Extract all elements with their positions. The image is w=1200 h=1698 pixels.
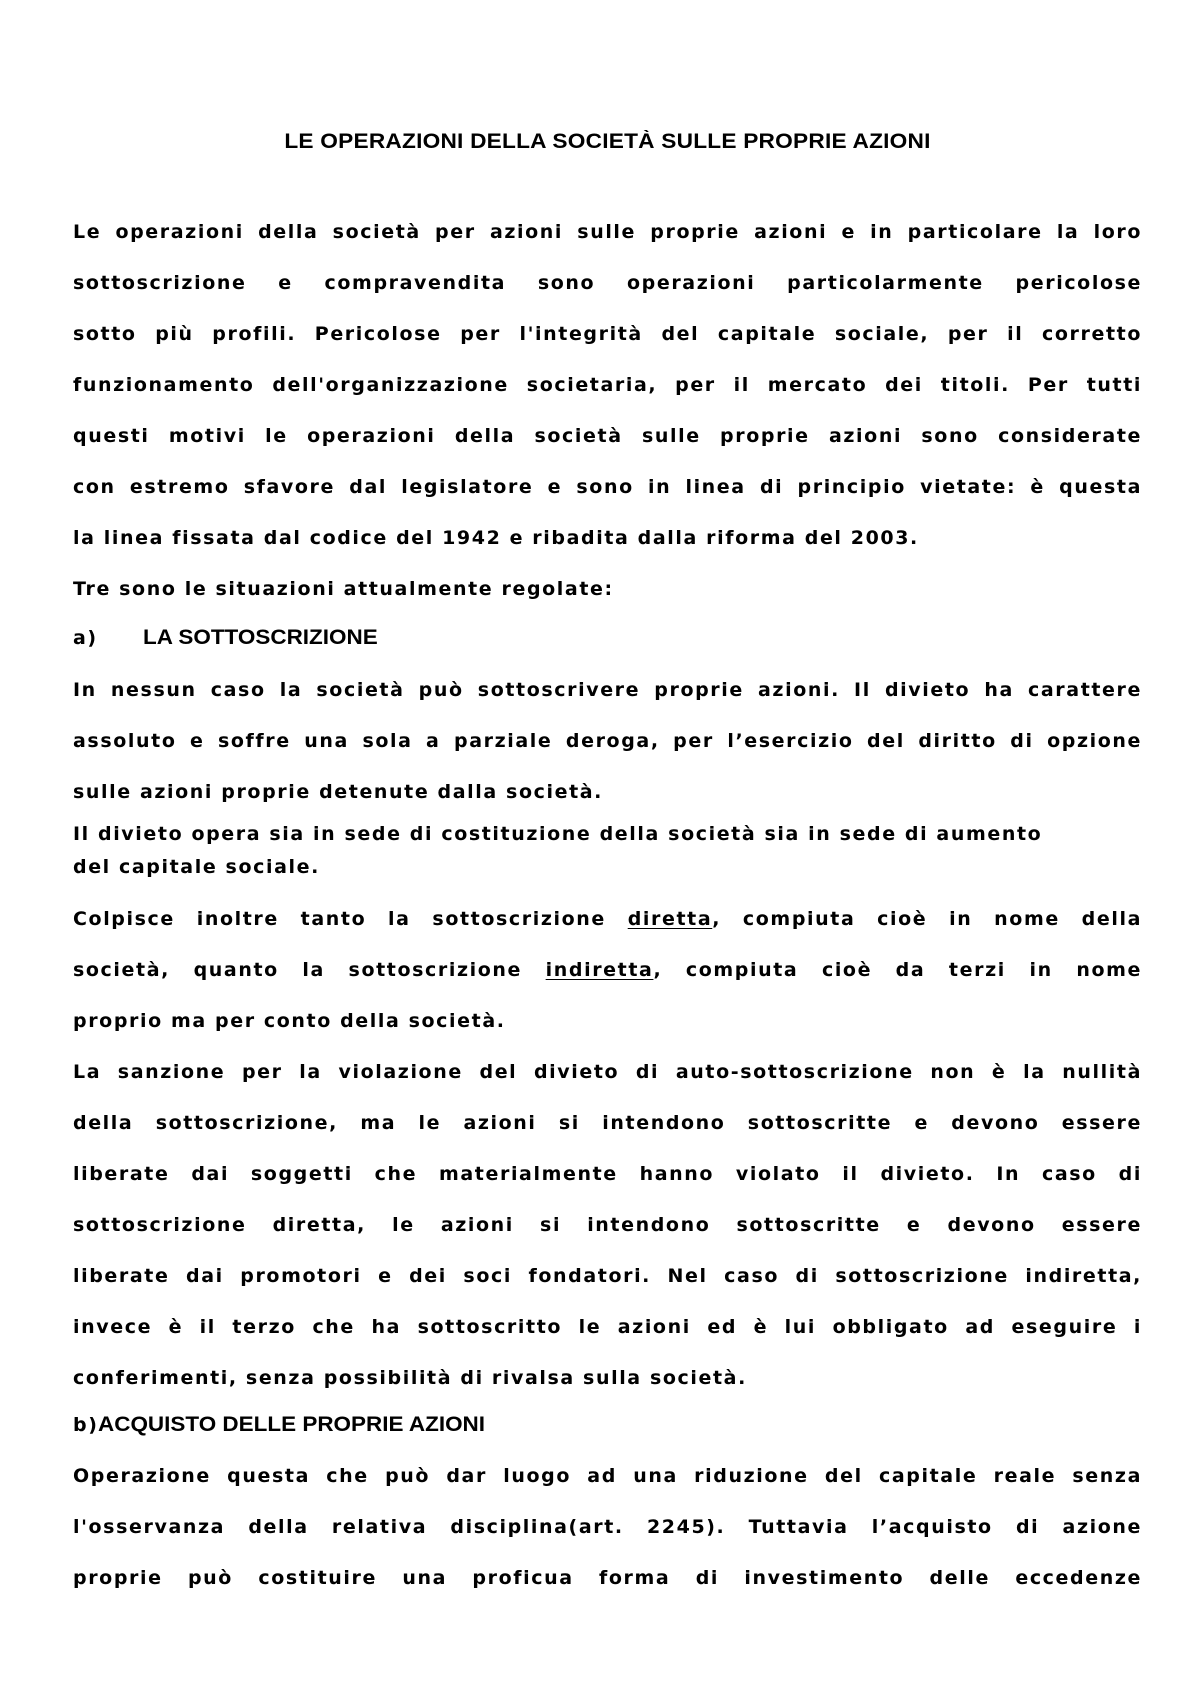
section-b-paragraph-1: [73, 1451, 1142, 1604]
text-line: Tre sono le situazioni attualmente regolate:: [73, 578, 614, 600]
text-run: Colpisce inoltre tanto la sottoscrizione: [73, 908, 628, 930]
text-line: Operazione questa che può dar luogo ad una riduzione del capitale reale senza: [73, 1465, 1142, 1487]
text-line: Il divieto opera sia in sede di costituzione della società sia in sede di aumento: [73, 823, 1043, 845]
text-line: funzionamento dell'organizzazione societaria, per il mercato dei titoli. Per tutti: [73, 374, 1142, 396]
text-line: [73, 894, 1142, 945]
underlined-term: diretta: [627, 908, 713, 930]
text-line: In nessun caso la società può sottoscrivere proprie azioni. Il divieto ha carattere: [73, 679, 1142, 701]
text-line: invece è il terzo che ha sottoscritto le azioni ed è lui obbligato ad eseguire i: [73, 1316, 1142, 1338]
text-line: del capitale sociale.: [73, 856, 320, 878]
text-line: La sanzione per la violazione del divieto di auto-sottoscrizione non è la nullità: [73, 1061, 1142, 1083]
text-line: conferimenti, senza possibilità di rivalsa sulla società.: [73, 1367, 747, 1389]
document-page: [73, 0, 1142, 1698]
intro-paragraph: [73, 207, 1142, 564]
text-line: Le operazioni della società per azioni sulle proprie azioni e in particolare la loro: [73, 221, 1142, 243]
text-line: sottoscrizione e compravendita sono operazioni particolarmente pericolose: [73, 272, 1142, 294]
section-marker: a): [73, 627, 98, 649]
section-a-paragraph-1: [73, 665, 1142, 818]
text-line: sottoscrizione diretta, le azioni si intendono sottoscritte e devono essere: [73, 1214, 1142, 1236]
text-run: società, quanto la sottoscrizione: [73, 959, 546, 981]
text-line: liberate dai soggetti che materialmente hanno violato il divieto. In caso di: [73, 1163, 1142, 1185]
text-line: assoluto e soffre una sola a parziale deroga, per l’esercizio del diritto di opzione: [73, 730, 1142, 752]
situations-intro: [73, 564, 1142, 615]
text-line: la linea fissata dal codice del 1942 e ribadita dalla riforma del 2003.: [73, 527, 919, 549]
text-run: , compiuta cioè da terzi in nome: [653, 959, 1142, 981]
section-a-paragraph-2: [73, 818, 1142, 884]
text-line: con estremo sfavore dal legislatore e sono in linea di principio vietate: è questa: [73, 476, 1142, 498]
text-line: [73, 945, 1142, 996]
underlined-term: indiretta: [545, 959, 654, 981]
text-line: sotto più profili. Pericolose per l'integrità del capitale sociale, per il corretto: [73, 323, 1142, 345]
text-line: proprie può costituire una proficua forma di investimento delle eccedenze: [73, 1567, 1142, 1589]
section-heading-text: ACQUISTO DELLE PROPRIE AZIONI: [98, 1413, 486, 1436]
text-line: liberate dai promotori e dei soci fondatori. Nel caso di sottoscrizione indiretta,: [73, 1265, 1142, 1287]
section-a-paragraph-3: [73, 894, 1142, 1047]
document-title: LE OPERAZIONI DELLA SOCIETÀ SULLE PROPRIE AZIONI: [284, 130, 931, 153]
section-a-heading: [73, 626, 378, 650]
text-line: sulle azioni proprie detenute dalla società.: [73, 781, 603, 803]
section-marker: b): [73, 1414, 99, 1436]
text-line: questi motivi le operazioni della società sulle proprie azioni sono considerate: [73, 425, 1142, 447]
text-line: l'osservanza della relativa disciplina(art. 2245). Tuttavia l’acquisto di azione: [73, 1516, 1142, 1538]
text-line: proprio ma per conto della società.: [73, 1010, 506, 1032]
text-line: della sottoscrizione, ma le azioni si intendono sottoscritte e devono essere: [73, 1112, 1142, 1134]
text-run: , compiuta cioè in nome della: [712, 908, 1142, 930]
section-b-heading: [73, 1413, 486, 1437]
section-a-paragraph-4: [73, 1047, 1142, 1404]
section-heading-text: LA SOTTOSCRIZIONE: [143, 626, 378, 649]
